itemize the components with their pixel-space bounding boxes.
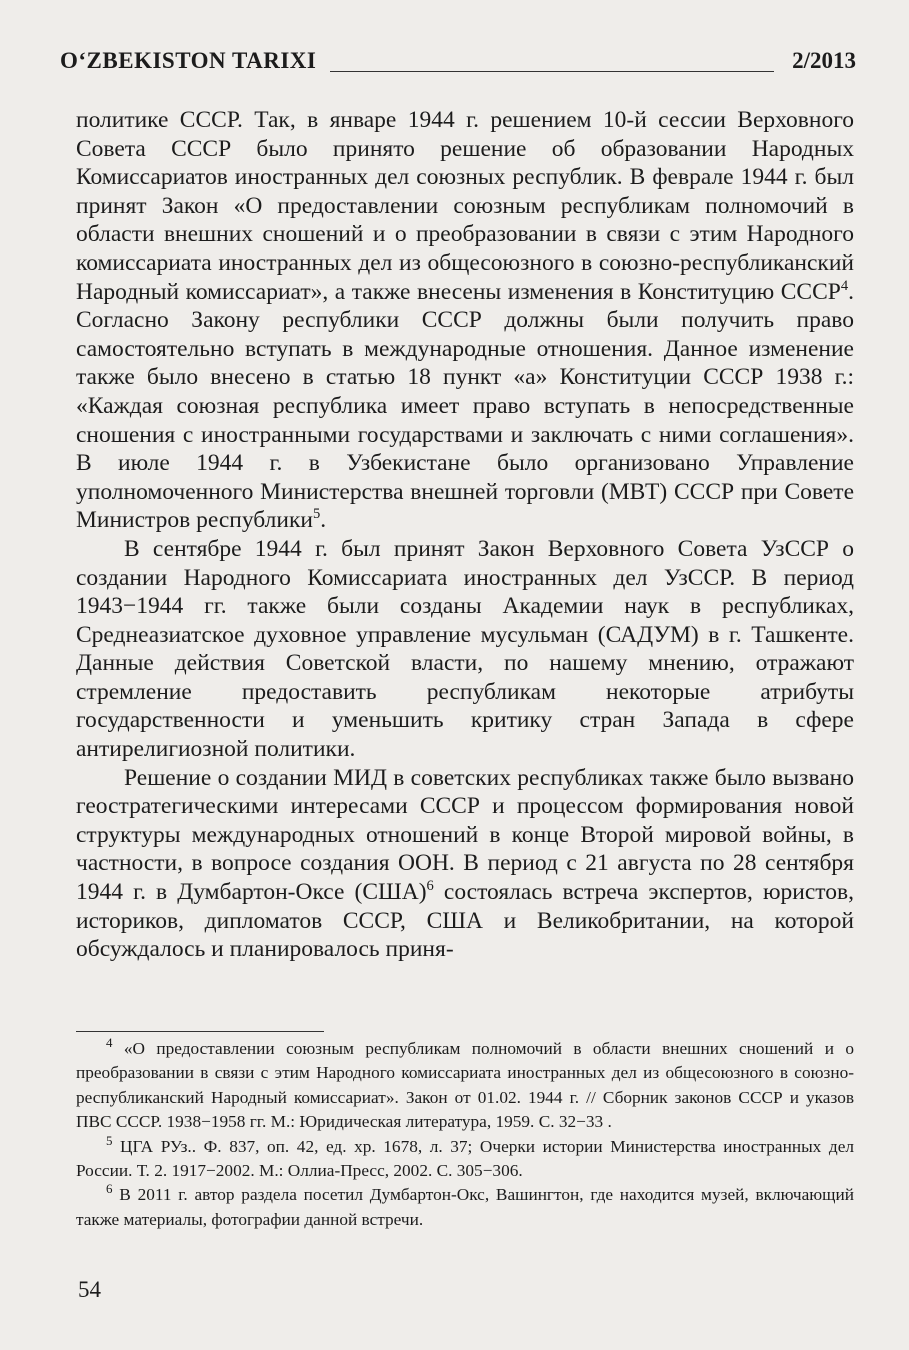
paragraph-2: В сентябре 1944 г. был принят Закон Верховного Совета УзССР о создании Народного Комиссариата иностранных дел УзССР. В период 1943−1944 гг. также были созданы Академии наук в республиках, Среднеазиатское духовное управление мусульман (САДУМ) в г. Ташкенте. Данные действия Советской власти, по нашему мнению, отражают стремление предоставить республикам некоторые атрибуты государственности и уменьшить критику стран Запада в сфере антирелигиозной политики. [76,535,854,763]
paragraph-1: политике СССР. Так, в январе 1944 г. решением 10-й сессии Верховного Совета СССР было принято решение об образовании Народных Комиссариатов иностранных дел союзных республик. В феврале 1944 г. был принят Закон «О предоставлении союзным республикам полномочий в области внешних сношений и о преобразовании в связи с этим Народного комиссариата иностранных дел из общесоюзного в союзно-республиканский Народный комиссариат», а также внесены изменения в Конституцию СССР$^4$. Согласно Закону республики СССР должны были получить право самостоятельно вступать в международные отношения. Данное изменение также было внесено в статью 18 пункт «а» Конституции СССР 1938 г.: «Каждая союзная республика имеет право вступать в непосредственные сношения с иностранными государствами и заключать с ними соглашения». В июле 1944 г. в Узбекистане было организовано Управление уполномоченного Министерства внешней торговли (МВТ) СССР при Совете Министров республики$^5$. [76,107,854,534]
footnotes [76,1037,854,1232]
footnote-marker: 5 [106,1132,113,1148]
footnote-ref-4[interactable]: 4 [840,277,849,294]
footnote-marker: 4 [106,1035,113,1051]
journal-title: O‘ZBEKISTON TARIXI [60,48,317,73]
footnote-4: $^4$ «О предоставлении союзным республикам полномочий в области внешних сношений и о преобразовании в связи с этим Народного комиссариата иностранных дел из общесоюзного в союзно-республиканский Народный комиссариат». Закон от 01.02. 1944 г. // Сборник законов СССР и указов ПВС СССР. 1938−1958 гг. М.: Юридическая литература, 1959. С. 32−33 . [76,1035,854,1132]
header-rule [330,71,774,72]
footnote-separator [76,1031,324,1032]
footnote-6: $^6$ В 2011 г. автор раздела посетил Думбартон-Окс, Вашингтон, где находится музей, включающий также материалы, фотографии данной встречи. [76,1181,854,1229]
footnote-ref-6[interactable]: 6 [426,878,434,895]
paragraph-3: Решение о создании МИД в советских республиках также было вызвано геостратегическими интересами СССР и процессом формирования новой структуры международных отношений в конце Второй мировой войны, в частности, в вопросе создания ООН. В период с 21 августа по 28 сентября 1944 г. в Думбартон-Оксе (США)$^6$ состоялась встреча экспертов, юристов, историков, дипломатов СССР, США и Великобритании, на которой обсуждалось и планировалось приня- [76,764,854,963]
footnote-marker: 6 [106,1181,113,1197]
running-header [60,44,856,78]
page-number: 54 [78,1277,101,1302]
footnote-ref-5[interactable]: 5 [312,506,321,523]
footnote-5: $^5$ ЦГА РУз.. Ф. 837, оп. 42, ед. хр. 1678, л. 37; Очерки истории Министерства иностранных дел России. Т. 2. 1917−2002. М.: Оллиа-Пресс, 2002. С. 305−306. [76,1132,854,1181]
issue-number: 2/2013 [792,48,856,73]
main-text [76,106,854,964]
